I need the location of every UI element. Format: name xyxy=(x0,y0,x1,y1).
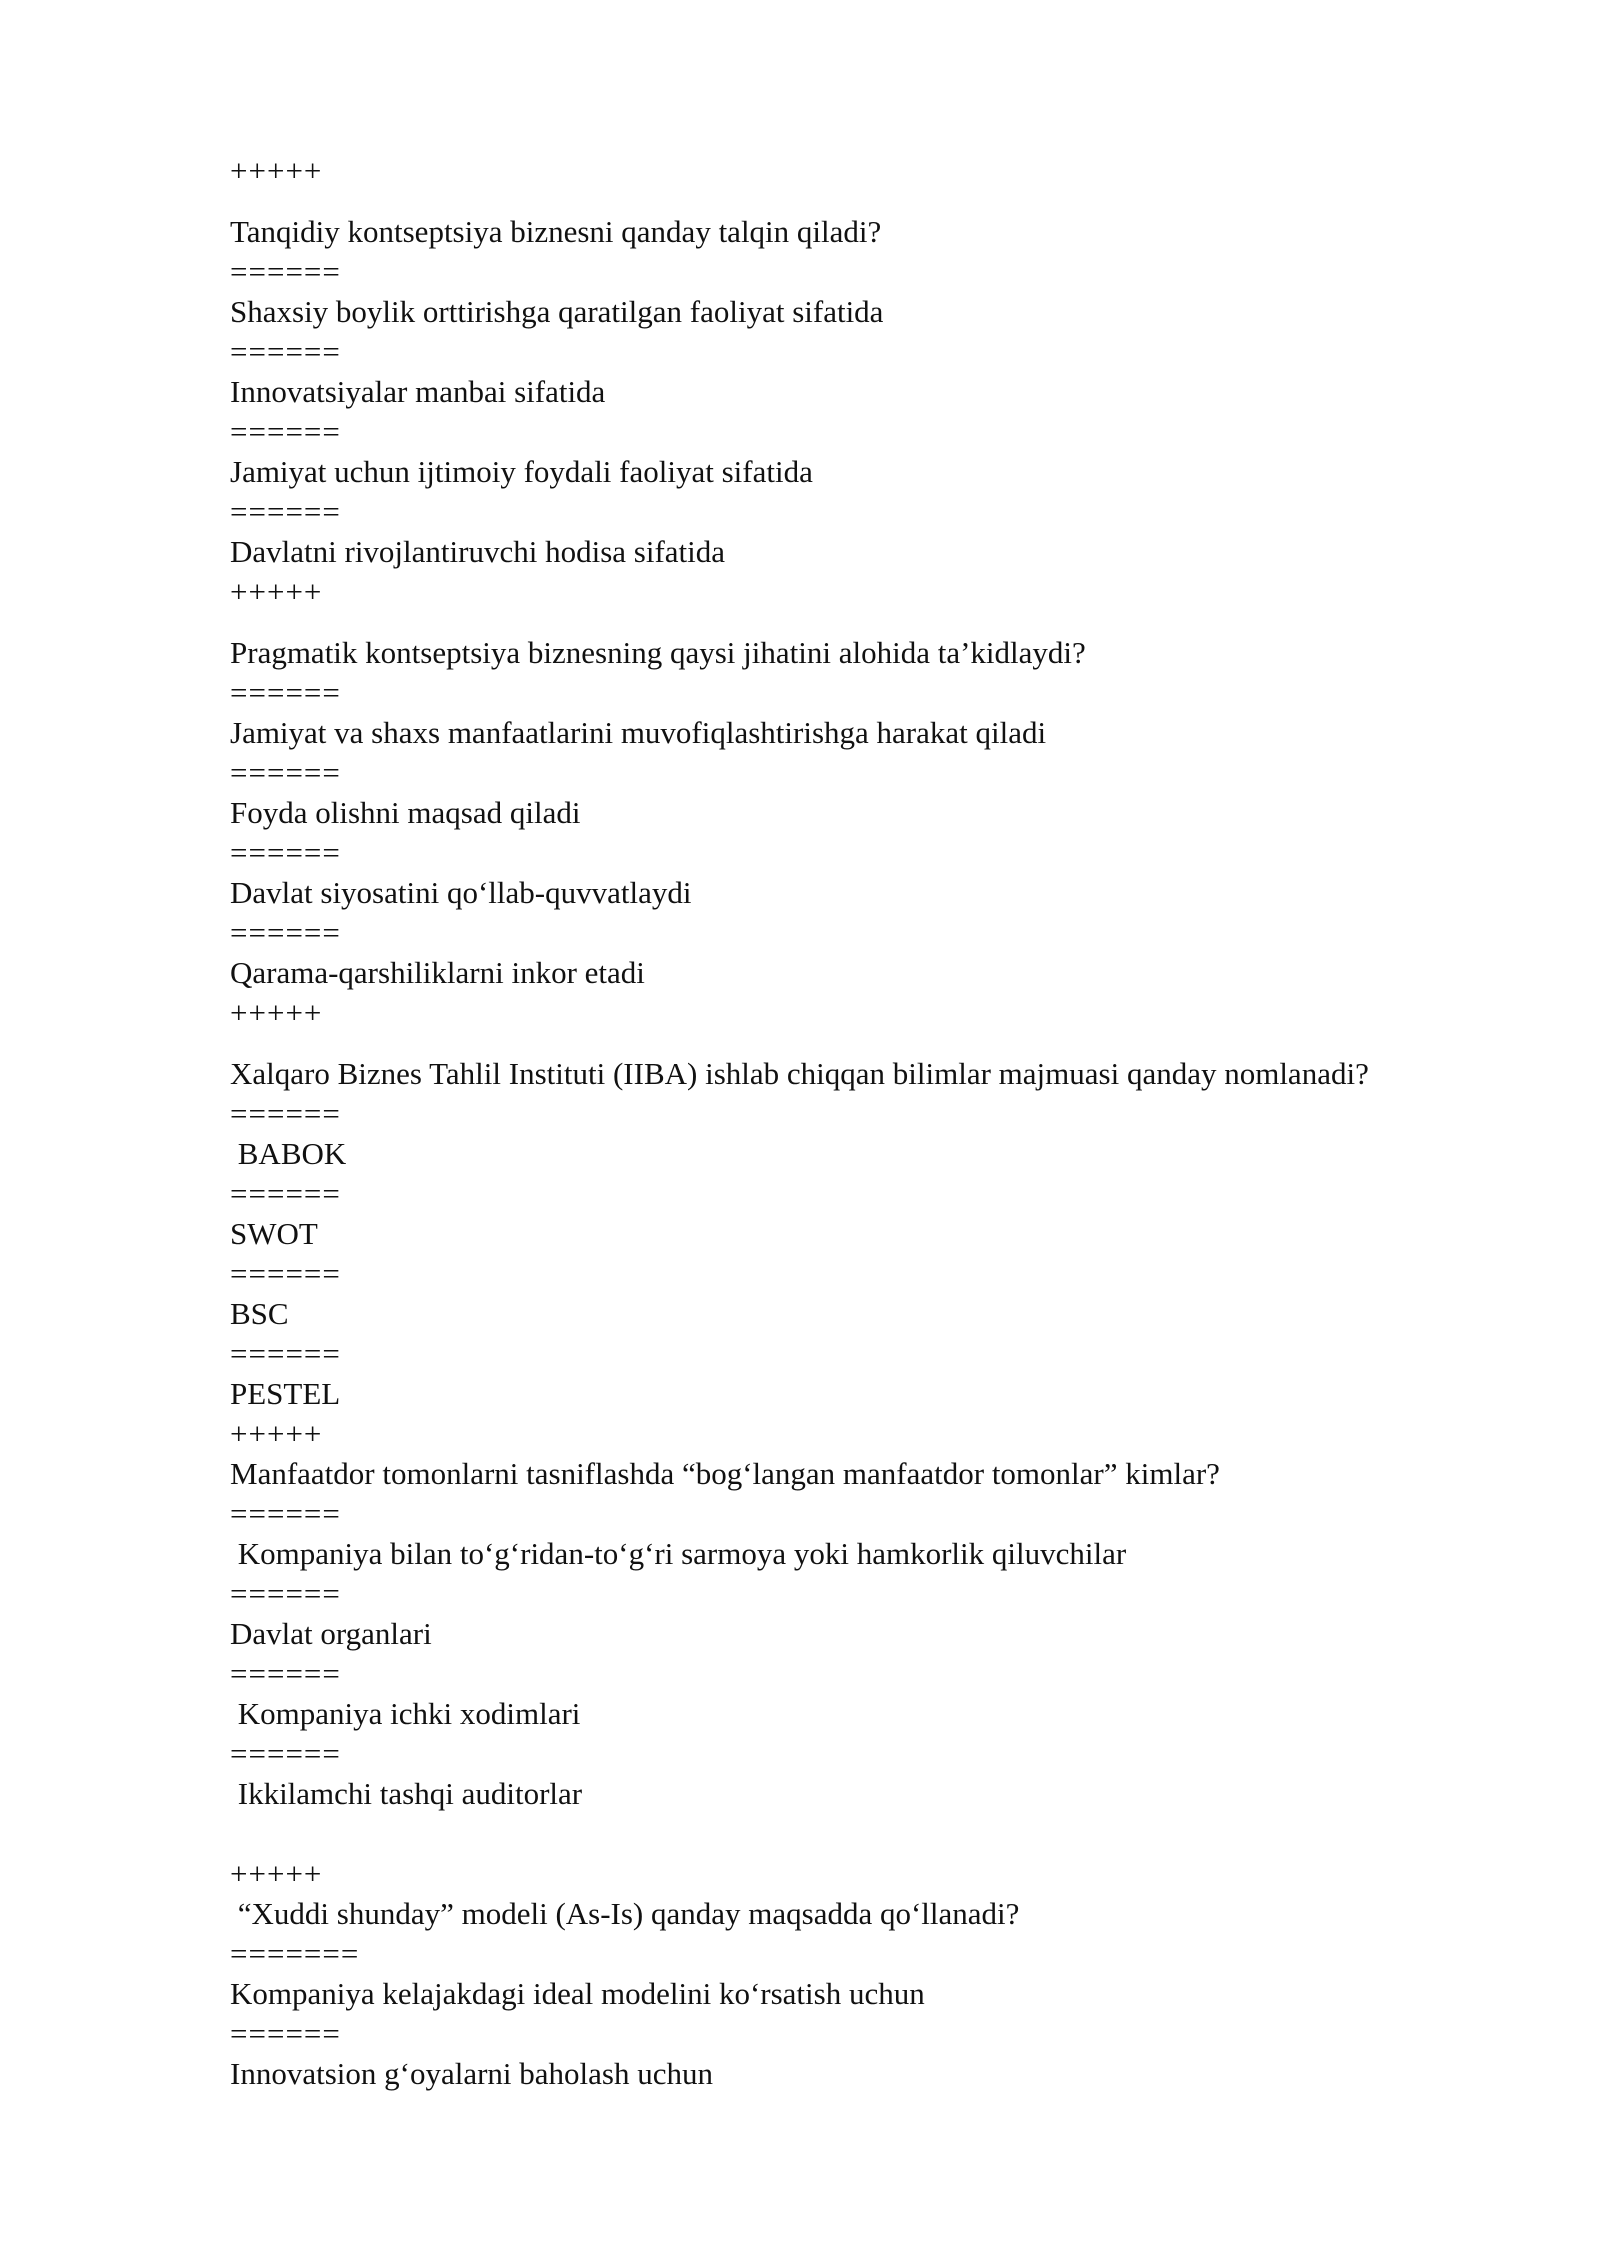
answer-option: Innovatsion g‘oyalarni baholash uchun xyxy=(230,2056,713,2091)
answer-option: Qarama-qarshiliklarni inkor etadi xyxy=(230,955,645,990)
answer-option: Davlat siyosatini qo‘llab-quvvatlaydi xyxy=(230,875,692,910)
answer-separator: ====== xyxy=(230,1176,341,1211)
answer-option: SWOT xyxy=(230,1216,318,1251)
answer-separator: ====== xyxy=(230,414,341,449)
question-separator: +++++ xyxy=(230,153,323,188)
question-separator: +++++ xyxy=(230,1416,323,1451)
answer-option: PESTEL xyxy=(230,1376,341,1411)
answer-option: Davlat organlari xyxy=(230,1616,432,1651)
answer-option: Jamiyat uchun ijtimoiy foydali faoliyat sifatida xyxy=(230,454,813,489)
answer-separator: ====== xyxy=(230,915,341,950)
answer-separator: ====== xyxy=(230,675,341,710)
answer-separator: ====== xyxy=(230,1336,341,1371)
answer-option: Shaxsiy boylik orttirishga qaratilgan faoliyat sifatida xyxy=(230,294,884,329)
answer-separator: ====== xyxy=(230,254,341,289)
answer-option: BSC xyxy=(230,1296,289,1331)
answer-option: Kompaniya kelajakdagi ideal modelini ko‘rsatish uchun xyxy=(230,1976,925,2011)
question-text: Tanqidiy kontseptsiya biznesni qanday talqin qiladi? xyxy=(230,214,882,249)
answer-option: Ikkilamchi tashqi auditorlar xyxy=(230,1776,583,1811)
answer-separator: ====== xyxy=(230,1256,341,1291)
answer-separator: ====== xyxy=(230,1096,341,1131)
answer-option: Innovatsiyalar manbai sifatida xyxy=(230,374,606,409)
answer-option: Davlatni rivojlantiruvchi hodisa sifatida xyxy=(230,534,726,569)
question-separator: +++++ xyxy=(230,995,323,1030)
answer-separator: ====== xyxy=(230,1496,341,1531)
question-separator: +++++ xyxy=(230,574,323,609)
answer-separator: ====== xyxy=(230,835,341,870)
answer-separator: ====== xyxy=(230,2016,341,2051)
question-separator: +++++ xyxy=(230,1856,323,1891)
question-text: Manfaatdor tomonlarni tasniflashda “bog‘langan manfaatdor tomonlar” kimlar? xyxy=(230,1456,1220,1491)
answer-separator: ======= xyxy=(230,1936,360,1971)
answer-option: Foyda olishni maqsad qiladi xyxy=(230,795,581,830)
question-text: Xalqaro Biznes Tahlil Instituti (IIBA) ishlab chiqqan bilimlar majmuasi qanday nomlanadi? xyxy=(230,1056,1369,1091)
answer-separator: ====== xyxy=(230,334,341,369)
answer-separator: ====== xyxy=(230,1576,341,1611)
question-text: “Xuddi shunday” modeli (As-Is) qanday maqsadda qo‘llanadi? xyxy=(230,1896,1020,1931)
answer-option: Jamiyat va shaxs manfaatlarini muvofiqlashtirishga harakat qiladi xyxy=(230,715,1047,750)
answer-option: BABOK xyxy=(230,1136,347,1171)
answer-option: Kompaniya bilan to‘g‘ridan-to‘g‘ri sarmoya yoki hamkorlik qiluvchilar xyxy=(230,1536,1127,1571)
answer-separator: ====== xyxy=(230,494,341,529)
answer-separator: ====== xyxy=(230,755,341,790)
answer-option: Kompaniya ichki xodimlari xyxy=(230,1696,581,1731)
answer-separator: ====== xyxy=(230,1736,341,1771)
answer-separator: ====== xyxy=(230,1656,341,1691)
question-text: Pragmatik kontseptsiya biznesning qaysi jihatini alohida ta’kidlaydi? xyxy=(230,635,1086,670)
